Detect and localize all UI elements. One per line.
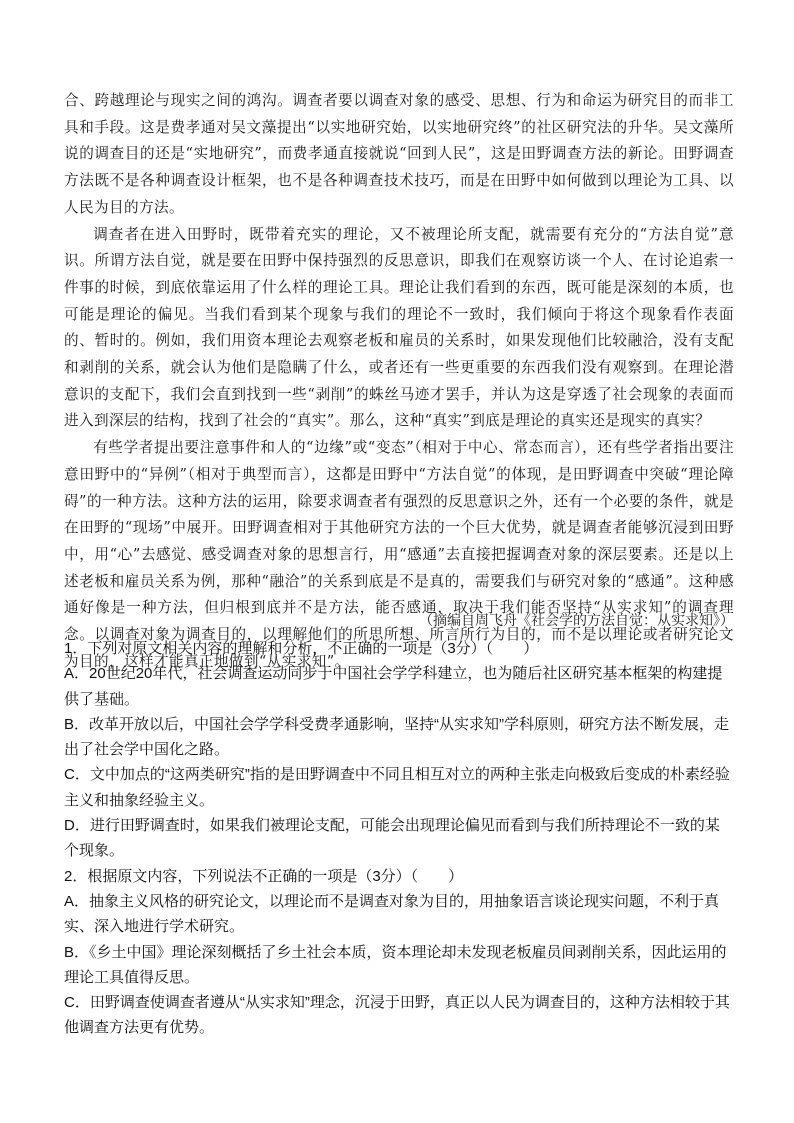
passage-paragraph-1: 合、跨越理论与现实之间的鸿沟。调查者要以调查对象的感受、思想、行为和命运为研究目的而非工具和手段。这是费孝通对吴文藻提出“以实地研究始，以实地研究终”的社区研究法的升华。吴文藻所说的调查目的还是“实地研究”，而费孝通直接就说“回到人民”，这是田野调查方法的新论。田野调查方法既不是各种调查设计框架，也不是各种调查技术技巧，而是在田野中如何做到以理论为工具、以人民为目的方法。 <box>64 92 734 216</box>
passage-paragraph-2: 调查者在进入田野时，既带着充实的理论，又不被理论所支配，就需要有充分的“方法自觉”意识。所谓方法自觉，就是要在田野中保持强烈的反思意识，即我们在观察访谈一个人、在讨论追索一件事的时候，到底依靠运用了什么样的理论工具。理论让我们看到的东西，既可能是深刻的本质，也可能是理论的偏见。当我们看到某个现象与我们的理论不一致时，我们倾向于将这个现象看作表面的、暂时的。例如，我们用资本理论去观察老板和雇员的关系时，如果发现他们比较融洽，没有支配和剥削的关系，就会认为他们是隐瞒了什么，或者还有一些更重要的东西我们没有观察到。在理论潜意识的支配下，我们会直到找到一些“剥削”的蛛丝马迹才罢手，并认为这是穿透了社会现象的表面而进入到深层的结构，找到了社会的“真实”。那么，这种“真实”到底是理论的真实还是现实的真实？ <box>64 225 734 430</box>
reading-passage <box>64 88 734 675</box>
question-2-stem: 2．根据原文内容，下列说法不正确的一项是（3分）（ ） <box>64 867 464 885</box>
question-2-option-c: C．田野调查使调查者遵从“从实求知”理念，沉浸于田野，真正以人民为调查目的，这种方法相较于其他调查方法更有优势。 <box>64 994 730 1037</box>
question-list <box>64 636 734 1041</box>
question-1-option-b: B．改革开放以后，中国社会学学科受费孝通影响，坚持“从实求知”学科原则，研究方法不断发展，走出了社会学中国化之路。 <box>64 715 729 759</box>
passage-source: （摘编自周飞舟《社会学的方法自觉：从实求知》） <box>419 613 734 629</box>
question-1-option-a: A．20世纪20年代，社会调查运动同步于中国社会学学科建立，也为随后社区研究基本框架的构建提供了基础。 <box>64 665 723 708</box>
question-1-stem: 1．下列对原文相关内容的理解和分析，不正确的一项是（3分）（ ） <box>64 640 539 657</box>
question-2-option-a: A．抽象主义风格的研究论文，以理论而不是调查对象为目的，用抽象语言谈论现实问题，不利于真实、深入地进行学术研究。 <box>64 892 720 936</box>
question-1-option-d: D．进行田野调查时，如果我们被理论支配，可能会出现理论偏见而看到与我们所持理论不一致的某个现象。 <box>64 817 720 860</box>
passage-paragraph-3: 有些学者提出要注意事件和人的“边缘”或“变态”（相对于中心、常态而言），还有些学者指出要注意田野中的“异例”（相对于典型而言），这都是田野中“方法自觉”的体现，是田野调查中突破“理论障碍”的一种方法。这种方法的运用，除要求调查者有强烈的反思意识之外，还有一个必要的条件，就是在田野的“现场”中展开。田野调查相对于其他研究方法的一个巨大优势，就是调查者能够沉浸到田野中，用“心”去感觉、感受调查对象的思想言行，用“感通”去直接把握调查对象的深层要素。还是以上述老板和雇员关系为例，那种“融洽”的关系到底是不是真的，需要我们与研究对象的“感通”。这种感通好像是一种方法，但归根到底并不是方法，能否感通，取决于我们能否坚持“从实求知”的调查理念。以调查对象为调查目的，以理解他们的所思所想、所言所行为目的，而不是以理论或者研究论文为目的，这样才能真正地做到“从实求知”。 <box>64 439 734 670</box>
question-1-option-c: C．文中加点的“这两类研究”指的是田野调查中不同且相互对立的两种主张走向极致后变成的朴素经验主义和抽象经验主义。 <box>64 766 730 809</box>
question-2-option-b: B．《乡土中国》理论深刻概括了乡土社会本质，资本理论却未发现老板雇员间剥削关系，因此运用的理论工具值得反思。 <box>64 943 727 986</box>
